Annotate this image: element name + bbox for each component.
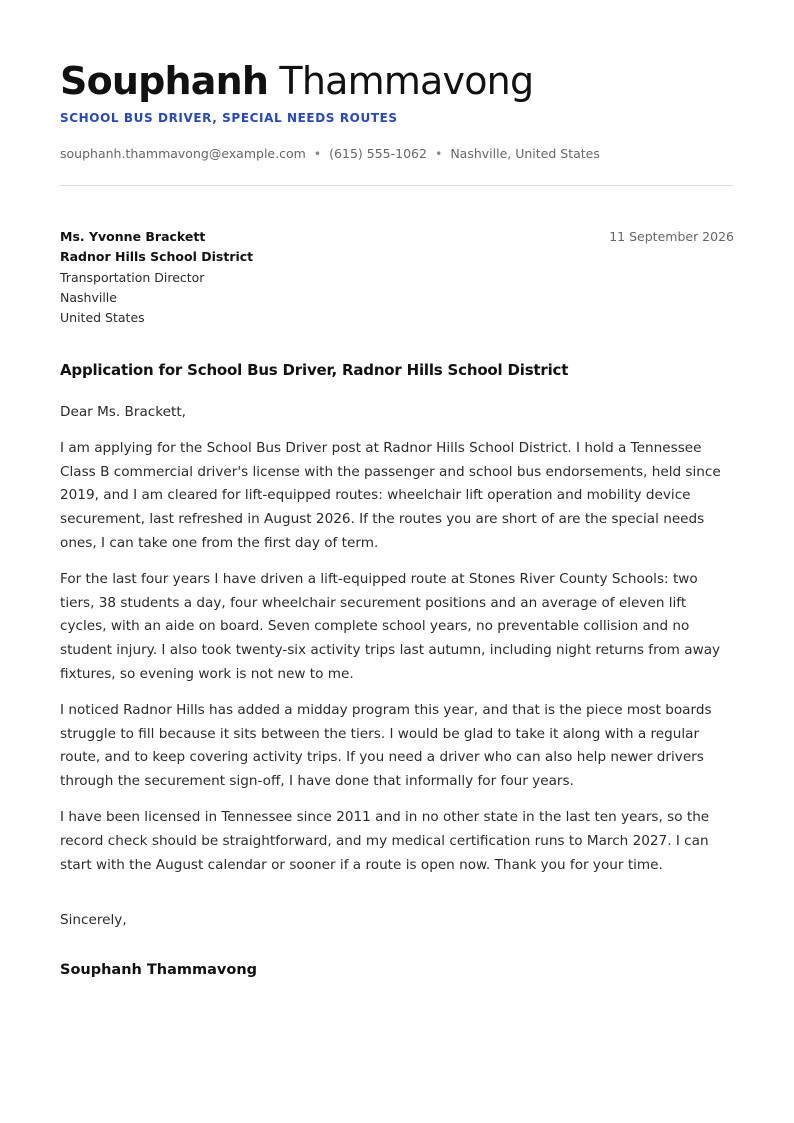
contact-phone: (615) 555-1062: [329, 146, 427, 161]
recipient-organization: Radnor Hills School District: [60, 249, 254, 265]
letter-subject: Application for School Bus Driver, Radnor Hills School District: [60, 361, 569, 379]
recipient-title: Transportation Director: [60, 269, 205, 285]
recipient-city: Nashville: [60, 289, 117, 305]
letter-body: [60, 401, 734, 889]
letter-paragraph: I have been licensed in Tennessee since 2011 and in no other state in the last ten years, so the record check should be straightforward, and my medical certification runs to March 2027. I can start with the August calendar or sooner if a route is open now. Thank you for your time.: [60, 808, 710, 873]
contact-location: Nashville, United States: [450, 146, 600, 161]
contact-separator: •: [434, 146, 443, 161]
applicant-role: SCHOOL BUS DRIVER, SPECIAL NEEDS ROUTES: [60, 111, 398, 125]
letter-closing: Sincerely,: [60, 912, 127, 928]
header-divider: [60, 185, 734, 186]
recipient-block: [60, 227, 253, 328]
letter-paragraph: I am applying for the School Bus Driver post at Radnor Hills School District. I hold a Tennessee Class B commercial driver's license with the passenger and school bus endorsements, held since 2019, and I am cleared for lift-equipped routes: wheelchair lift operation and mobility device securement, last refreshed in August 2026. If the routes you are short of are the special needs ones, I can take one from the first day of term.: [60, 439, 721, 551]
applicant-name: [60, 56, 533, 106]
applicant-last-name: Thammavong: [279, 59, 534, 103]
letter-paragraph: For the last four years I have driven a lift-equipped route at Stones River County Schools: two tiers, 38 students a day, four wheelchair securement positions and an average of eleven lift cycles, with an aide on board. Seven complete school years, no preventable collision and no student injury. I also took twenty-six activity trips last autumn, including night returns from away fixtures, so evening work is not new to me.: [60, 570, 721, 682]
recipient-name: Ms. Yvonne Brackett: [60, 229, 206, 244]
letter-greeting: Dear Ms. Brackett,: [60, 404, 186, 420]
letter-signature: Souphanh Thammavong: [60, 962, 258, 978]
applicant-first-name: Souphanh: [60, 59, 269, 103]
contact-email: souphanh.thammavong@example.com: [60, 146, 306, 161]
letter-date: 11 September 2026: [609, 229, 734, 244]
contact-separator: •: [313, 146, 322, 161]
letter-paragraph: I noticed Radnor Hills has added a midday program this year, and that is the piece most boards struggle to fill because it sits between the tiers. I would be glad to take it along with a regular route, and to keep covering activity trips. If you need a driver who can also help newer drivers through the securement sign-off, I have done that informally for four years.: [60, 701, 712, 790]
contact-line: [60, 146, 600, 161]
recipient-country: United States: [60, 310, 145, 326]
